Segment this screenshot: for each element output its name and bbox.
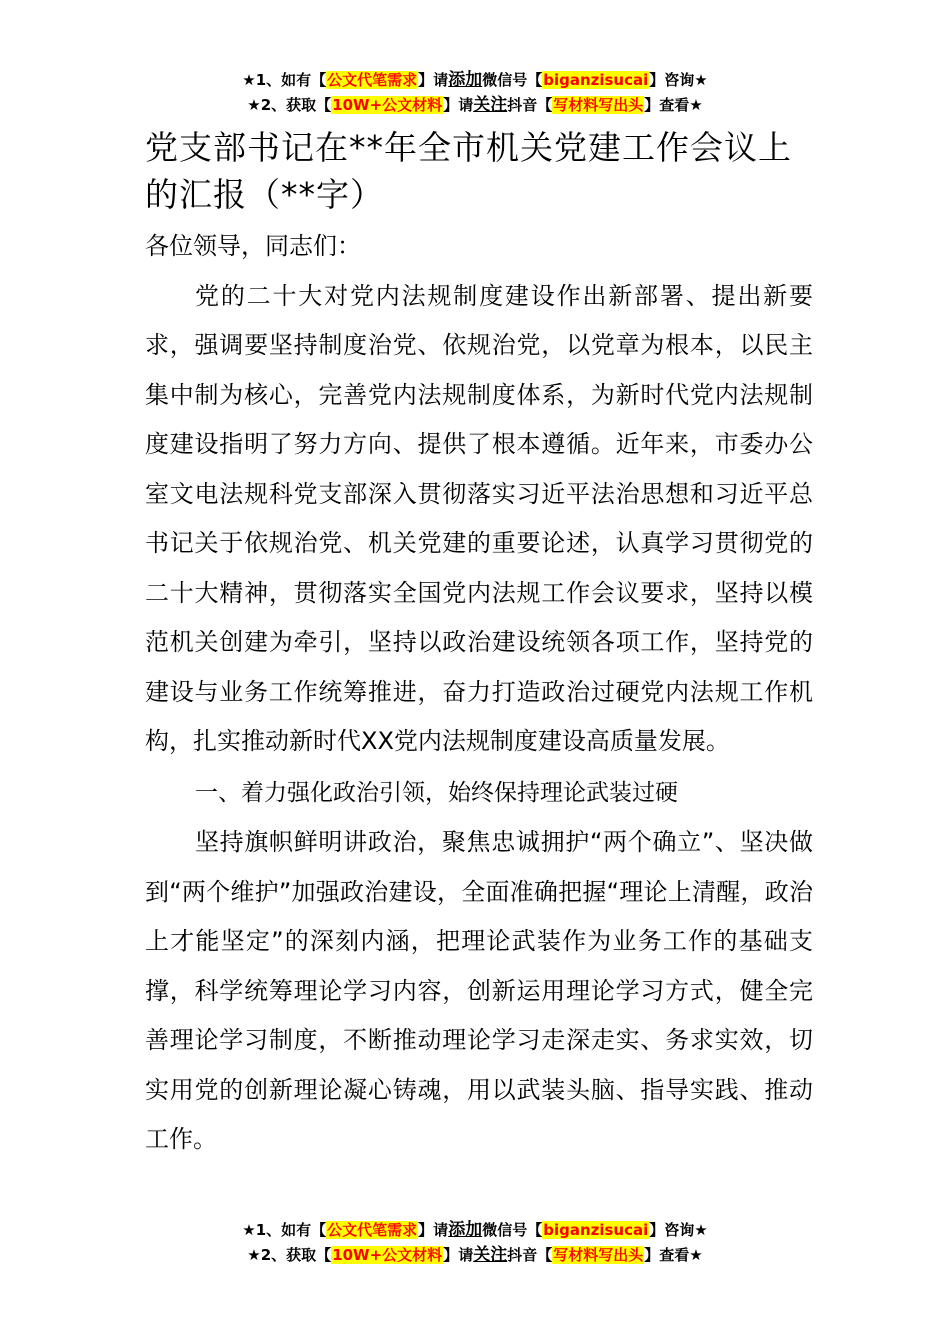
document-title: 党支部书记在**年全市机关党建工作会议上的汇报（**字） <box>145 128 792 214</box>
banner-wechat-id: biganzisucai <box>543 71 649 89</box>
banner-highlight: 公文代笔需求 <box>327 71 418 89</box>
banner-highlight: 10W+公文材料 <box>332 96 443 114</box>
document-body <box>145 222 813 1165</box>
banner-wechat-id: biganzisucai <box>543 1221 649 1239</box>
banner-text: 微信号【 <box>482 71 543 89</box>
banner-underline: 添加 <box>448 70 483 90</box>
banner-text: 抖音【 <box>507 96 553 114</box>
banner-underline: 关注 <box>473 95 508 115</box>
section-heading: 一、着力强化政治引领，始终保持理论武装过硬 <box>195 779 678 806</box>
paragraph: 坚持旗帜鲜明讲政治，聚焦忠诚拥护“两个确立”、坚决做到“两个维护”加强政治建设，全面准确把握“理论上清醒，政治上才能坚定”的深刻内涵，把理论武装作为业务工作的基础支撑，科学统筹理论学习内容，创新运用理论学习方式，健全完善理论学习制度，不断推动理论学习走深走实、务求实效，切实用党的创新理论凝心铸魂，用以武装头脑、指导实践、推动工作。 <box>145 828 813 1153</box>
banner-douyin-id: 写材料写出头 <box>553 1246 644 1264</box>
banner-text: 】查看★ <box>644 1246 703 1264</box>
paragraph: 党的二十大对党内法规制度建设作出新部署、提出新要求，强调要坚持制度治党、依规治党，以党章为根本，以民主集中制为核心，完善党内法规制度体系，为新时代党内法规制度建设指明了努力方向、提供了根本遵循。近年来，市委办公室文电法规科党支部深入贯彻落实习近平法治思想和习近平总书记关于依规治党、机关党建的重要论述，认真学习贯彻党的二十大精神，贯彻落实全国党内法规工作会议要求，坚持以模范机关创建为牵引，坚持以政治建设统领各项工作，坚持党的建设与业务工作统筹推进，奋力打造政治过硬党内法规工作机构，扎实推动新时代XX党内法规制度建设高质量发展。 <box>145 281 813 755</box>
banner-text: 】咨询★ <box>649 71 708 89</box>
banner-douyin-id: 写材料写出头 <box>553 96 644 114</box>
banner-text: ★2、获取【 <box>247 96 332 114</box>
banner-text: ★1、如有【 <box>242 71 327 89</box>
salutation: 各位领导，同志们： <box>145 232 361 260</box>
banner-text: 】咨询★ <box>649 1221 708 1239</box>
banner-text: 抖音【 <box>507 1246 553 1264</box>
banner-text: 微信号【 <box>482 1221 543 1239</box>
banner-text: ★1、如有【 <box>242 1221 327 1239</box>
banner-line-1 <box>0 68 950 93</box>
header-banner <box>0 68 950 118</box>
footer-banner <box>0 1218 950 1268</box>
banner-line-2 <box>0 93 950 118</box>
banner-underline: 添加 <box>448 1220 483 1240</box>
banner-line-2 <box>0 1243 950 1268</box>
banner-text: 】查看★ <box>644 96 703 114</box>
banner-text: 】请 <box>418 71 449 89</box>
banner-text: 】请 <box>443 1246 474 1264</box>
banner-text: ★2、获取【 <box>247 1246 332 1264</box>
banner-underline: 关注 <box>473 1245 508 1265</box>
banner-line-1 <box>0 1218 950 1243</box>
banner-highlight: 10W+公文材料 <box>332 1246 443 1264</box>
banner-text: 】请 <box>418 1221 449 1239</box>
banner-highlight: 公文代笔需求 <box>327 1221 418 1239</box>
banner-text: 】请 <box>443 96 474 114</box>
